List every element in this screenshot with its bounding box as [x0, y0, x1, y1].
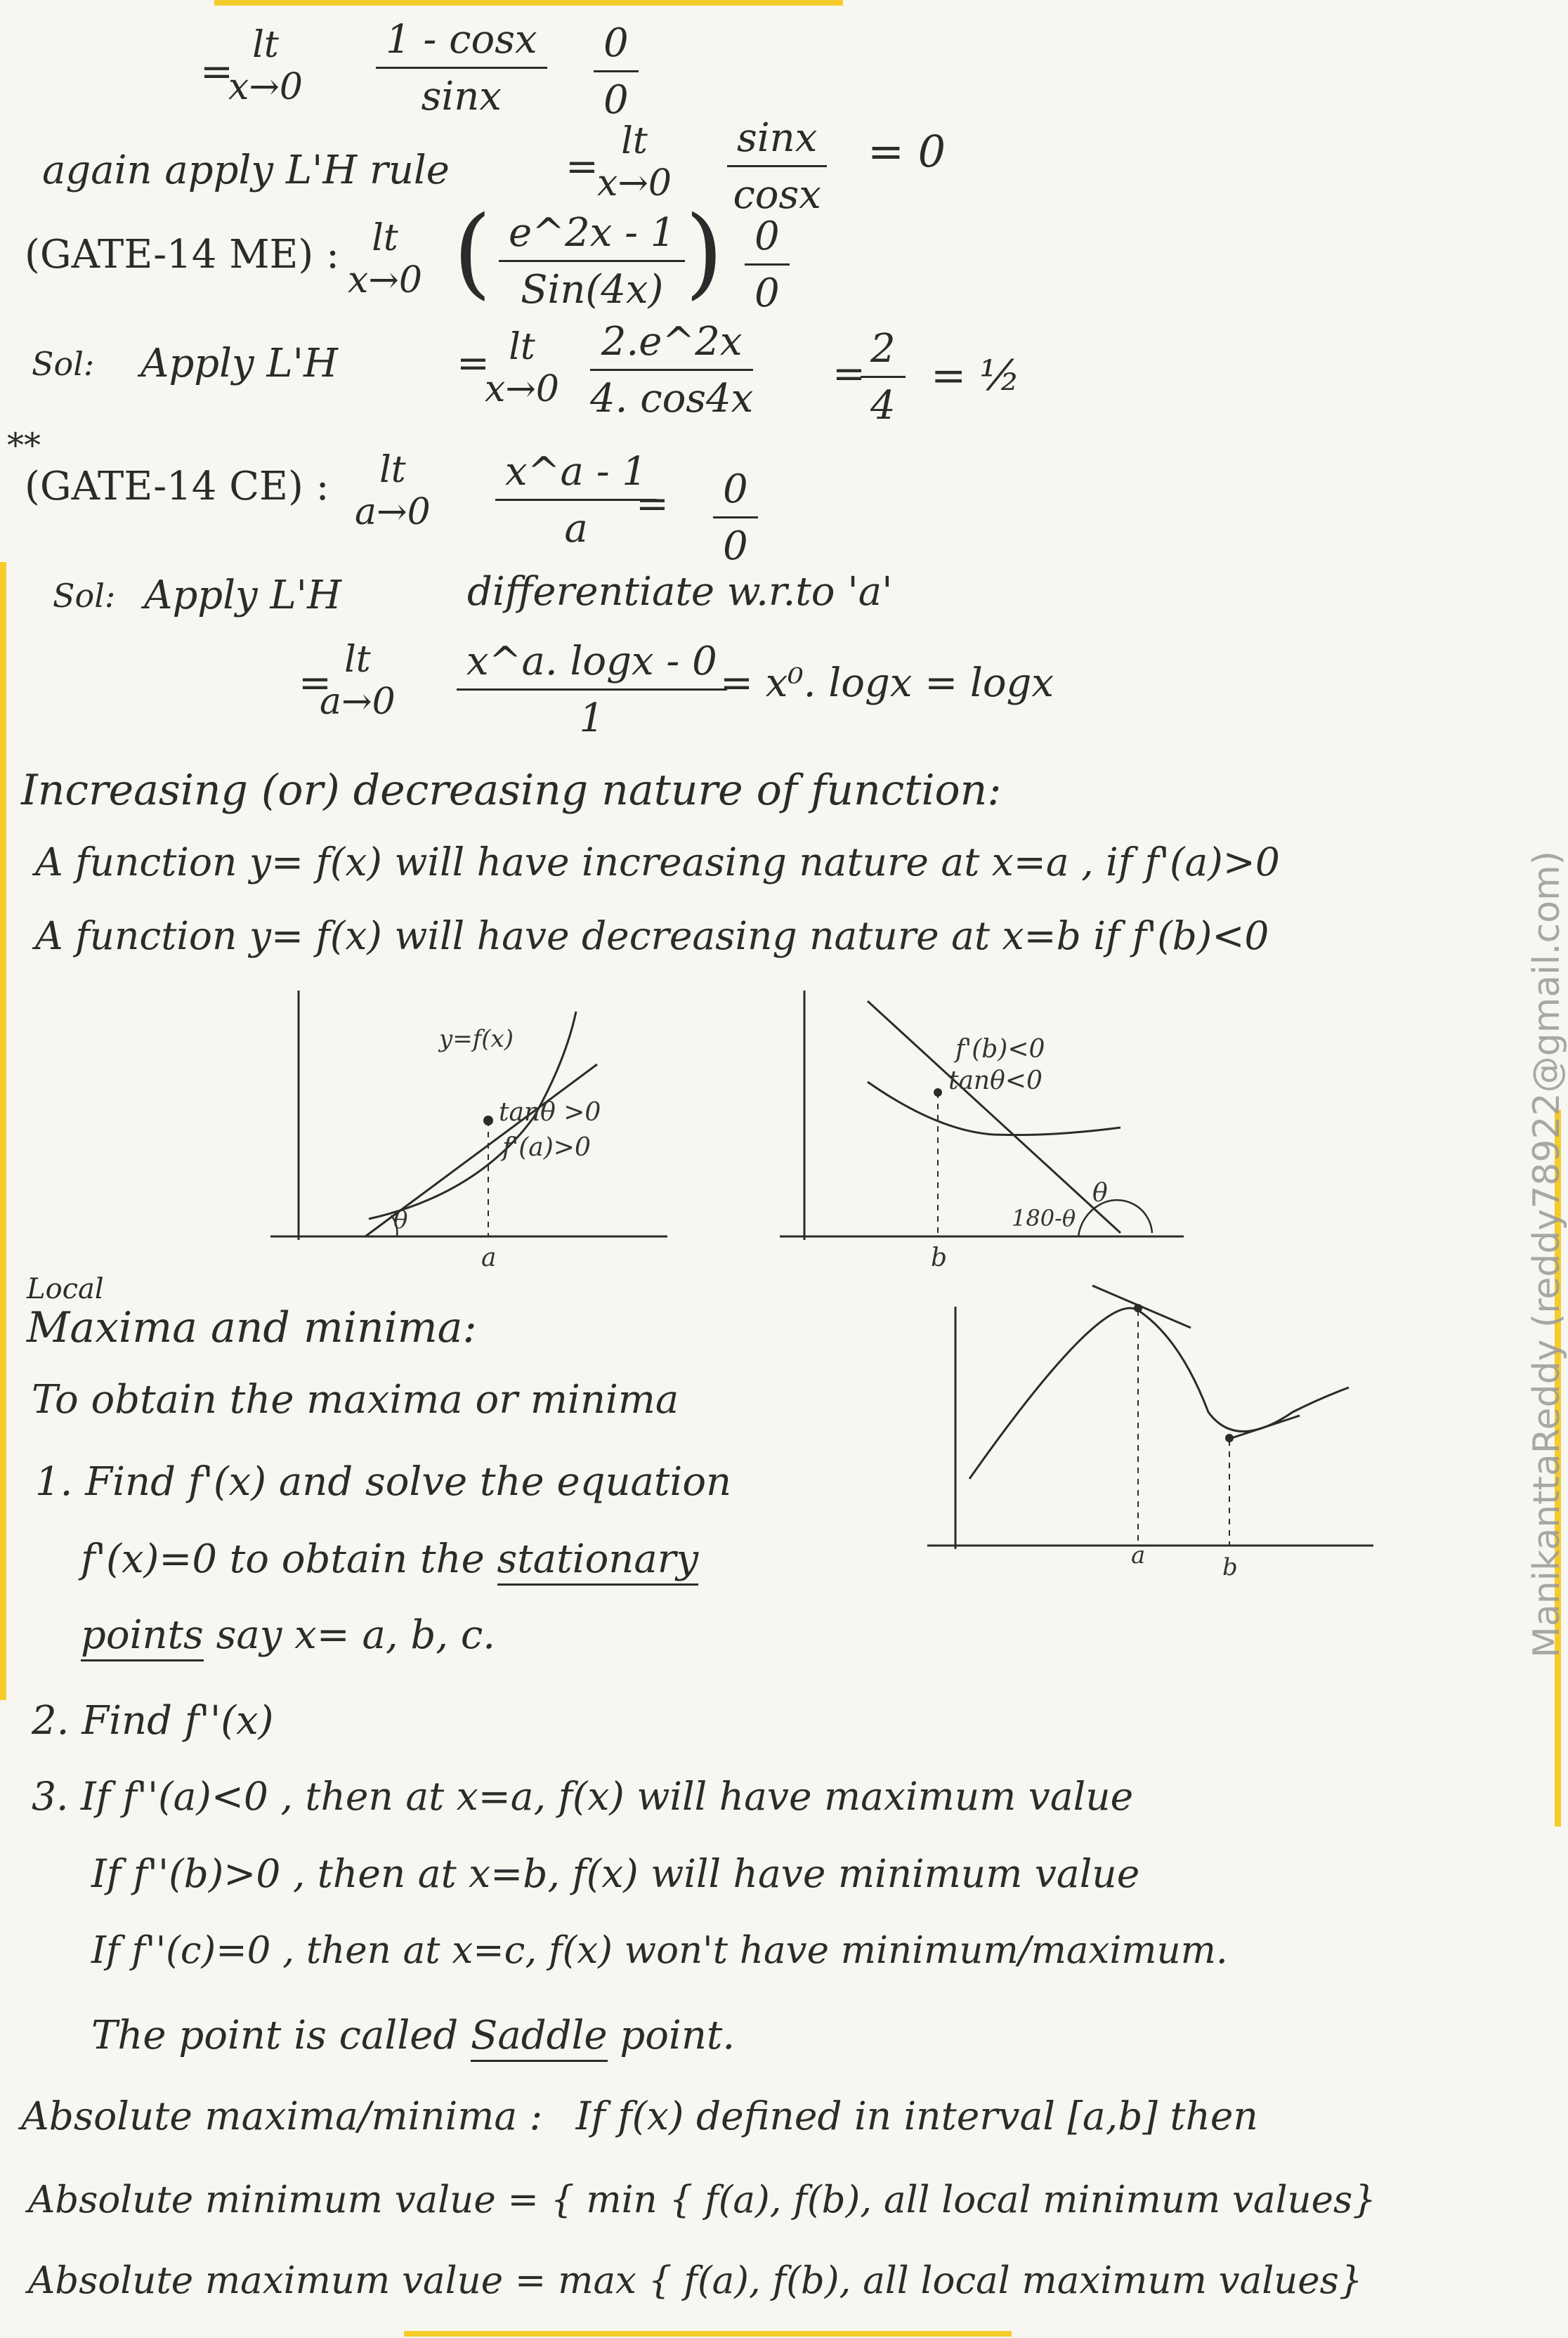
limit-lt: lt [372, 217, 398, 259]
absolute-heading [21, 2094, 1258, 2138]
numerator: 2 [861, 327, 906, 378]
denominator: a [564, 506, 588, 552]
limit-lt: lt [344, 639, 371, 681]
equals: = [457, 341, 490, 386]
limit-sub: x→0 [485, 367, 559, 410]
result: = 0 [868, 126, 946, 177]
numerator: 2.e^2x [590, 320, 753, 371]
paren-left: ( [453, 195, 492, 310]
absolute-max: Absolute maximum value = max { f(a), f(b), all local maximum values} [28, 2259, 1363, 2302]
numerator: 1 - cosx [376, 18, 547, 69]
denominator: cosx [733, 172, 821, 218]
indeterminate-form [594, 21, 639, 124]
tangent-point [934, 1088, 942, 1097]
tangent-point [483, 1116, 493, 1125]
sol-label: Sol: [32, 345, 95, 383]
numerator: sinx [727, 116, 827, 167]
limit-sub: a→0 [355, 490, 431, 533]
sol-label: Sol: [53, 577, 116, 615]
angle-label: 180-θ [1012, 1205, 1076, 1232]
curve [969, 1308, 1349, 1479]
x-tick-a: a [1131, 1541, 1146, 1569]
fraction [457, 639, 727, 742]
denominator: Sin(4x) [521, 267, 664, 313]
step-1: 1. Find f'(x) and solve the equation [35, 1459, 732, 1505]
x-tick-a: a [481, 1243, 497, 1272]
apply-note: Apply L'H [141, 341, 338, 386]
section-heading: Increasing (or) decreasing nature of function: [21, 766, 1002, 815]
limit-sub: x→0 [228, 65, 303, 108]
increasing-function-graph [267, 977, 717, 1286]
limit [485, 327, 559, 411]
limit [228, 25, 303, 109]
step-1-cont [81, 1536, 699, 1582]
numerator: x^a. logx - 0 [457, 639, 727, 691]
equals: = [200, 49, 233, 95]
denominator: 4 [870, 383, 896, 429]
saddle-word: Saddle [471, 2013, 608, 2062]
fraction [499, 211, 685, 313]
highlight-bottom [404, 2331, 1012, 2337]
equals: = [832, 351, 865, 397]
fraction [590, 320, 753, 422]
curve-label: y=f(x) [439, 1025, 514, 1053]
increasing-rule: A function y= f(x) will have increasing nature at x=a , if f'(a)>0 [35, 840, 1280, 884]
gate-label: (GATE-14 ME) : [25, 232, 339, 277]
limit [320, 639, 396, 724]
differentiate-note: differentiate w.r.to 'a' [467, 569, 893, 615]
step-1-cont-text: f'(x)=0 to obtain the [81, 1536, 485, 1582]
intro-text: To obtain the maxima or minima [32, 1377, 679, 1423]
step-3-min: If f''(b)>0 , then at x=b, f(x) will have minimum value [91, 1851, 1140, 1896]
limit-sub: x→0 [348, 259, 422, 301]
highlight-top [214, 0, 843, 6]
star-mark: ** [7, 426, 41, 465]
paren-right: ) [685, 195, 724, 310]
tan-label: tanθ >0 [499, 1098, 601, 1127]
saddle-note-text: The point is called [91, 2013, 459, 2058]
step-1-points-text: say x= a, b, c. [216, 1612, 496, 1658]
numerator: x^a - 1 [495, 450, 657, 501]
decreasing-rule: A function y= f(x) will have decreasing nature at x=b if f'(b)<0 [35, 913, 1269, 958]
saddle-point-note [91, 2013, 736, 2058]
indeterminate-form [745, 214, 790, 317]
section-heading: Absolute maxima/minima : [21, 2094, 543, 2138]
x-tick-b: b [1222, 1553, 1238, 1581]
denominator: sinx [421, 74, 502, 120]
lhopital-note: again apply L'H rule [42, 148, 450, 193]
saddle-note-end: point. [620, 2013, 736, 2058]
derivative-label: f'(b)<0 [955, 1035, 1045, 1064]
limit [597, 121, 672, 205]
numerator: 0 [745, 214, 790, 266]
limit [348, 218, 422, 302]
denominator: 0 [723, 523, 748, 570]
fraction [376, 18, 547, 120]
denominator: 0 [754, 270, 780, 317]
limit-lt: lt [509, 326, 535, 368]
x-tick-b: b [931, 1243, 948, 1272]
denominator: 0 [603, 77, 629, 124]
step-2: 2. Find f''(x) [32, 1698, 274, 1744]
limit [355, 450, 431, 534]
indeterminate-form [713, 467, 758, 570]
highlight-left [0, 562, 6, 1700]
denominator: 1 [579, 695, 605, 742]
theta-label: θ [393, 1206, 408, 1234]
equals: = [299, 660, 332, 706]
limit-sub: a→0 [320, 680, 396, 723]
numerator: e^2x - 1 [499, 211, 685, 262]
result: = x⁰. logx = logx [720, 660, 1054, 706]
equals: = [566, 144, 599, 190]
tan-label: tanθ<0 [948, 1066, 1043, 1095]
step-3-saddle: If f''(c)=0 , then at x=c, f(x) won't have minimum/maximum. [91, 1929, 1228, 1972]
section-heading: Maxima and minima: [27, 1303, 477, 1352]
equals: = [636, 481, 669, 527]
decreasing-function-graph [769, 977, 1205, 1286]
theta-label: θ [1092, 1179, 1108, 1208]
limit-lt: lt [621, 120, 648, 162]
limit-sub: x→0 [597, 162, 672, 204]
points-word: points [81, 1612, 204, 1661]
gate-label: (GATE-14 CE) : [25, 464, 329, 509]
limit-lt: lt [379, 449, 406, 491]
fraction [727, 116, 827, 218]
interval-note: If f(x) defined in interval [a,b] then [575, 2094, 1258, 2138]
denominator: 4. cos4x [590, 376, 754, 422]
step-1-points [81, 1612, 496, 1658]
fraction-simplified [861, 327, 906, 429]
maxima-minima-graph [927, 1272, 1384, 1581]
tangent-min [1229, 1416, 1300, 1439]
fraction [495, 450, 657, 552]
numerator: 0 [713, 467, 758, 518]
local-note: Local [27, 1273, 104, 1305]
absolute-min: Absolute minimum value = { min { f(a), f(b), all local minimum values} [28, 2179, 1376, 2221]
stationary-word: stationary [497, 1536, 699, 1586]
step-3-max: 3. If f''(a)<0 , then at x=a, f(x) will have maximum value [32, 1774, 1134, 1819]
derivative-label: f'(a)>0 [502, 1133, 591, 1162]
limit-lt: lt [252, 24, 279, 66]
watermark: ManikanttaReddy (reddy78922@gmail.com) [1526, 851, 1568, 1658]
numerator: 0 [594, 21, 639, 72]
apply-note: Apply L'H [144, 573, 341, 618]
result: = ½ [931, 351, 1021, 400]
